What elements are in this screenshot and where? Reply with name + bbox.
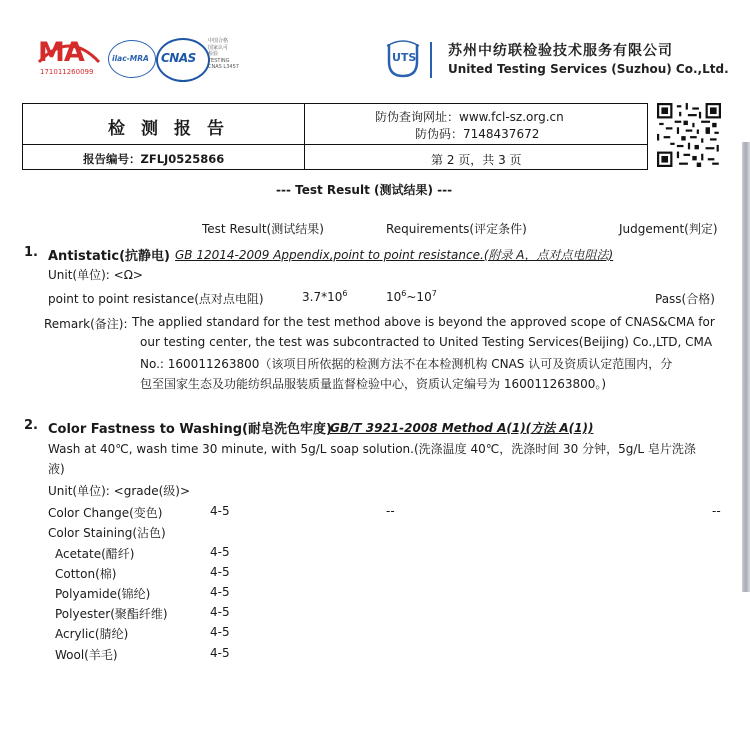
req-exponent: 6	[401, 289, 407, 298]
verify-site: 防伪查询网址：www.fcl-sz.org.cn	[375, 110, 564, 124]
page-indicator: 第 2 页，共 3 页	[431, 153, 522, 167]
section-number: 2.	[24, 418, 38, 433]
cnas-logo	[156, 38, 210, 82]
staining-row-label: Acrylic(腈纶)	[55, 627, 129, 641]
cnas-side-line: 检验	[208, 51, 219, 57]
verify-code: 防伪码：7148437672	[415, 127, 540, 141]
staining-row-label: Wool(羊毛)	[55, 648, 118, 662]
requirement-value	[386, 290, 437, 304]
test-standard: GB/T 3921-2008 Method A(1)(方法 A(1))	[330, 421, 594, 435]
company-name-en: United Testing Services (Suzhou) Co.,Ltd.	[448, 62, 729, 76]
result-value	[302, 290, 347, 304]
section-number: 1.	[24, 245, 38, 260]
row-label: point to point resistance(点对点电阻)	[48, 292, 264, 306]
cnas-side-line: CNAS L3457	[208, 64, 239, 70]
color-change-requirement: --	[386, 504, 395, 518]
background-photo-edge	[742, 142, 750, 592]
unit-label: Unit(单位): <Ω>	[48, 268, 143, 282]
report-header-table	[22, 103, 648, 170]
header-divider	[430, 42, 432, 78]
cnas-side-line: TESTING	[208, 57, 230, 64]
remark-line: 包至国家生态及功能纺织品服装质量监督检验中心，资质认定编号为 160011263800。)	[140, 377, 607, 391]
staining-row-label: Cotton(棉)	[55, 567, 117, 581]
report-title: 检测报告	[108, 119, 240, 139]
staining-row-value: 4-5	[210, 585, 230, 599]
uts-logo	[385, 38, 421, 80]
condition-line: 液)	[48, 462, 65, 476]
cma-logo	[38, 38, 100, 80]
company-name-cn: 苏州中纺联检验技术服务有限公司	[448, 43, 673, 59]
staining-row-value: 4-5	[210, 545, 230, 559]
section-heading: Color Fastness to Washing(耐皂洗色牢度)	[48, 422, 332, 437]
staining-row-value: 4-5	[210, 646, 230, 660]
color-staining-label: Color Staining(沾色)	[48, 526, 166, 540]
cnas-label: CNAS	[161, 51, 196, 65]
remark-line: The applied standard for the test method above is beyond the approved scope of CNAS&CMA for	[132, 315, 715, 329]
color-change-value: 4-5	[210, 504, 230, 518]
column-header-judgement: Judgement(判定)	[619, 222, 718, 236]
result-exponent: 6	[342, 289, 348, 298]
remark-line: our testing center, the test was subcontracted to United Testing Services(Beijing) Co.,LTD, CMA	[140, 335, 713, 349]
judgement-value: Pass(合格)	[655, 292, 715, 306]
cma-arc-icon	[35, 36, 103, 68]
staining-row-label: Acetate(醋纤)	[55, 547, 135, 561]
staining-row-label: Polyester(聚酯纤维)	[55, 607, 168, 621]
report-number: 报告编号：ZFLJ0525866	[83, 152, 225, 166]
qr-code-icon	[657, 103, 721, 167]
ilac-mra-logo	[108, 40, 156, 78]
cma-letters: MA	[38, 37, 84, 68]
cma-number: 171011260099	[40, 68, 94, 76]
column-header-result: Test Result(测试结果)	[202, 222, 324, 236]
remark-line: No.: 160011263800（该项目所依据的检测方法不在本检测机构 CNAS 认可及资质认定范围内，分	[140, 357, 673, 371]
cnas-side-text	[208, 38, 239, 71]
staining-row-value: 4-5	[210, 605, 230, 619]
staining-row-value: 4-5	[210, 565, 230, 579]
unit-label: Unit(单位): <grade(级)>	[48, 484, 191, 498]
staining-row-label: Polyamide(锦纶)	[55, 587, 151, 601]
req-separator: ~10	[406, 290, 432, 304]
ilac-mra-label: ilac-MRA	[112, 54, 149, 63]
condition-line: Wash at 40℃, wash time 30 minute, with 5g/L soap solution.(洗涤温度 40℃，洗涤时间 30 分钟，5g/L 皂片洗涤	[48, 442, 696, 456]
color-change-label: Color Change(变色)	[48, 506, 163, 520]
column-header-requirements: Requirements(评定条件)	[386, 222, 527, 236]
req-exponent: 7	[431, 289, 437, 298]
test-standard: GB 12014-2009 Appendix,point to point resistance.(附录 A，点对点电阻法)	[175, 248, 614, 262]
result-base: 3.7*10	[302, 290, 343, 304]
cnas-side-line: 中国合格	[208, 38, 229, 44]
color-change-judgement: --	[712, 504, 721, 518]
uts-label: UTS	[392, 51, 417, 64]
req-base: 10	[386, 290, 402, 304]
staining-row-value: 4-5	[210, 625, 230, 639]
test-result-title: --- Test Result (测试结果) ---	[276, 183, 453, 197]
section-heading: Antistatic(抗静电)	[48, 249, 170, 264]
remark-label: Remark(备注):	[44, 317, 128, 331]
table-divider	[23, 144, 647, 145]
cnas-side-line: 国家认可	[208, 44, 229, 51]
table-divider	[304, 104, 305, 169]
